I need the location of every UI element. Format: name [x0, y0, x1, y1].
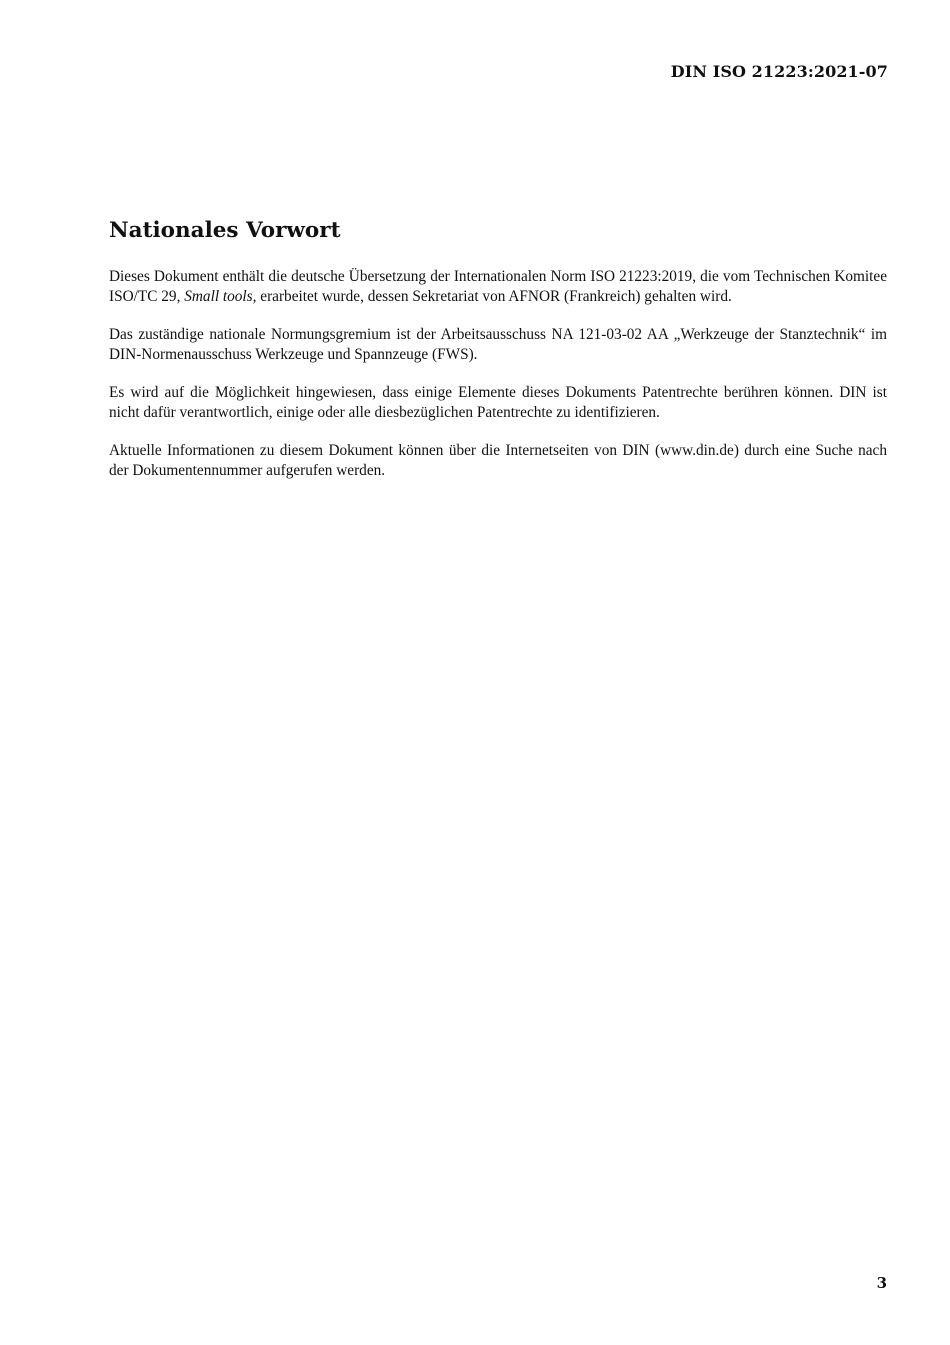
section-title: Nationales Vorwort — [109, 218, 341, 243]
paragraph-1 — [109, 267, 887, 306]
page-number: 3 — [876, 1274, 887, 1292]
paragraph-1-text-start: Dieses Dokument enthält die deutsche Übersetzung der Internationalen Norm ISO 21223:2019, die vom Technischen Komitee ISO/TC 29, — [109, 268, 887, 305]
paragraph-2: Das zuständige nationale Normungsgremium ist der Arbeitsausschuss NA 121-03-02 AA „Werkzeuge der Stanztechnik“ im DIN-Normenausschuss Werkzeuge und Spannzeuge (FWS). — [109, 326, 887, 363]
paragraph-4: Aktuelle Informationen zu diesem Dokument können über die Internetseiten von DIN (www.din.de) durch eine Suche nach der Dokumentennummer aufgerufen werden. — [109, 442, 887, 479]
paragraph-1-text-end: erarbeitet wurde, dessen Sekretariat von AFNOR (Frankreich) gehalten wird. — [256, 287, 732, 305]
foreword-body — [109, 267, 887, 499]
paragraph-3: Es wird auf die Möglichkeit hingewiesen, dass einige Elemente dieses Dokuments Patentrechte berühren können. DIN ist nicht dafür verantwortlich, einige oder alle diesbezüglichen Patentrechte zu identifizieren. — [109, 384, 887, 421]
document-identifier: DIN ISO 21223:2021-07 — [670, 62, 888, 81]
committee-title-italic: Small tools, — [184, 287, 257, 305]
